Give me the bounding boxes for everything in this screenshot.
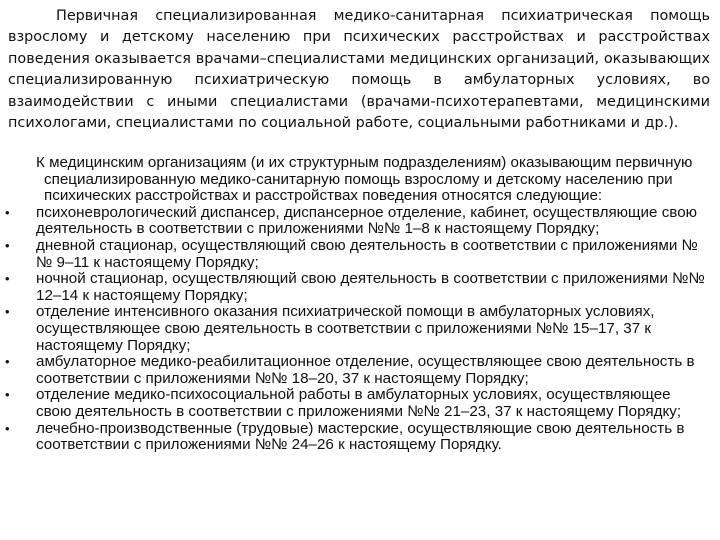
bullet-icon: • [5,420,10,436]
list-lead-text: К медицинским организациям (и их структурным подразделениям) оказывающим первичную специализированную медико-санитарную помощь взрослому и детскому населению при психических расстройствах и расстройствах поведения относятся следующие: [36,154,693,205]
bullet-icon: • [5,304,10,320]
list-item-text: психоневрологический диспансер, диспансерное отделение, кабинет, осуществляющие свою деятельность в соответствии с приложениями №№ 1–8 к настоящему Порядку; [36,203,698,238]
bullet-icon: • [5,354,10,370]
intro-paragraph-text: Первичная специализированная медико-санитарная психиатрическая помощь взрослому и детскому населению при психических расстройствах и расстройствах поведения оказывается врачами–специалистами медицинских организаций, оказывающих специализированную психиатрическую помощь в амбулаторных условиях, во взаимодействии с иными специалистами (врачами-психотерапевтами, медицинскими психологами, специалистами по социальной работе, социальными работниками и др.). [8,8,710,132]
list-item [5,419,708,454]
list-item-text: отделение медико-психосоциальной работы в амбулаторных условиях, осуществляющее свою деятельность в соответствии с приложениями №№ 21–23, 37 к настоящему Порядку; [36,386,682,420]
list-item [5,203,708,238]
list-item-text: ночной стационар, осуществляющий свою деятельность в соответствии с приложениями №№ 12–14 к настоящему Порядку; [36,270,705,304]
intro-paragraph [8,6,710,134]
list-item-text: отделение интенсивного оказания психиатрической помощи в амбулаторных условиях, осуществляющее свою деятельность в соответствии с приложениями №№ 15–17, 37 к настоящему Порядку; [36,303,655,354]
list-item [5,303,708,354]
list-item [5,236,708,271]
organizations-list [5,203,708,454]
bullet-icon: • [5,387,10,403]
list-item [5,353,708,387]
bullet-icon: • [5,237,10,253]
bullet-icon: • [5,271,10,287]
bullet-icon: • [5,204,10,220]
list-item [5,386,708,420]
list-item-text: амбулаторное медико-реабилитационное отделение, осуществляющее свою деятельность в соответствии с приложениями №№ 18–20, 37 к настоящему Порядку; [36,353,695,387]
organizations-section [5,154,708,454]
list-item [5,270,708,304]
list-item-text: дневной стационар, осуществляющий свою деятельность в соответствии с приложениями №№ 9–11 к настоящему Порядку; [36,236,698,271]
list-item-text: лечебно-производственные (трудовые) мастерские, осуществляющие свою деятельность в соответствии с приложениями №№ 24–26 к настоящему Порядку. [36,419,685,454]
